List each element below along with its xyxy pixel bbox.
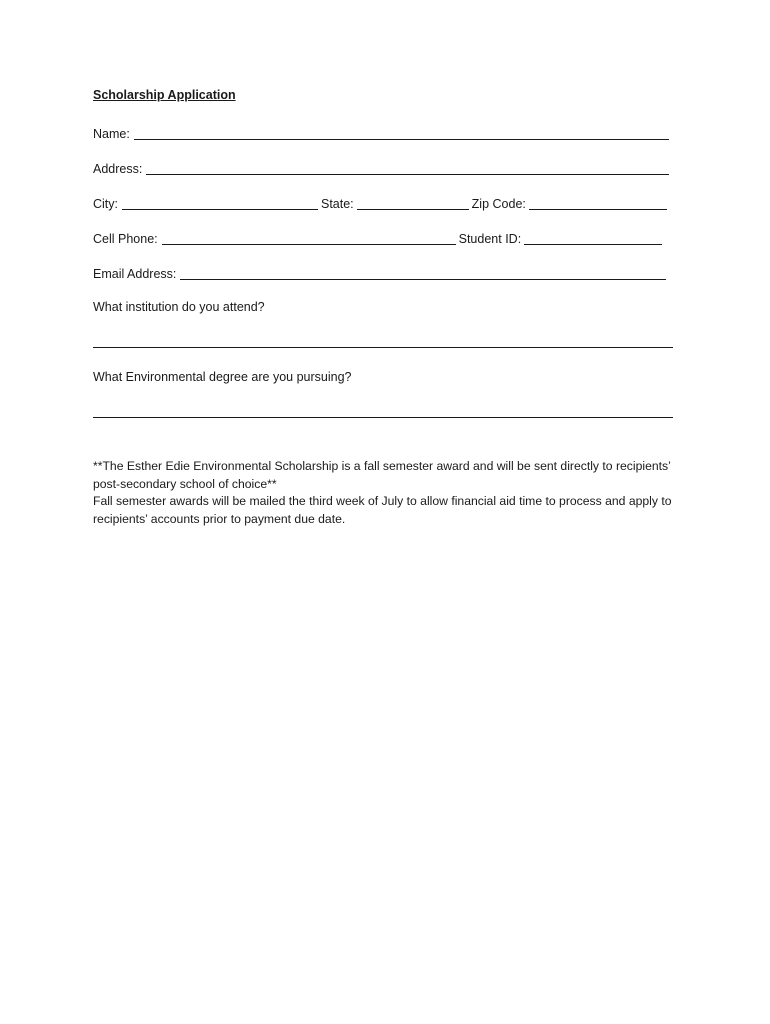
degree-question: What Environmental degree are you pursuing? [93, 370, 352, 384]
address-label: Address: [93, 162, 143, 176]
cell-phone-field[interactable] [162, 232, 456, 245]
state-field[interactable] [357, 197, 469, 210]
name-row [93, 124, 672, 142]
name-label: Name: [93, 127, 130, 141]
email-address-field[interactable] [180, 267, 666, 280]
city-label: City: [93, 197, 118, 211]
cell-phone-label: Cell Phone: [93, 232, 158, 246]
award-note-mailing: Fall semester awards will be mailed the third week of July to allow financial aid time to process and apply to recipients’ accounts prior to payment due date. [93, 494, 672, 526]
institution-question: What institution do you attend? [93, 300, 265, 314]
award-note-delivery: **The Esther Edie Environmental Scholarship is a fall semester award and will be sent directly to recipients’ post-secondary school of choice** [93, 459, 671, 491]
address-row [93, 159, 672, 177]
city-state-zip-row [93, 194, 670, 212]
institution-answer-field[interactable] [93, 347, 673, 348]
degree-answer-field[interactable] [93, 417, 673, 418]
city-field[interactable] [122, 197, 318, 210]
student-id-label: Student ID: [458, 232, 522, 246]
zip-code-field[interactable] [529, 197, 667, 210]
award-notes [93, 458, 683, 528]
zip-code-label: Zip Code: [471, 197, 526, 211]
form-title: Scholarship Application [93, 88, 236, 102]
name-field[interactable] [134, 127, 669, 140]
address-field[interactable] [146, 162, 669, 175]
state-label: State: [321, 197, 354, 211]
student-id-field[interactable] [524, 232, 662, 245]
email-address-label: Email Address: [93, 267, 177, 281]
email-row [93, 264, 669, 282]
phone-student-id-row [93, 229, 665, 247]
